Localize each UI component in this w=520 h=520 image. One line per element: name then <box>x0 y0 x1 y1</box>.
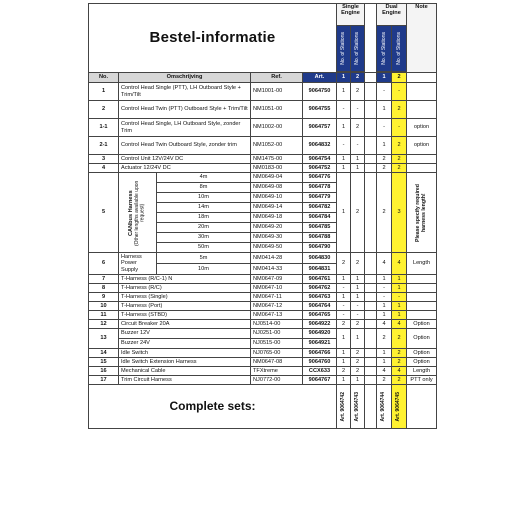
row-ref: NM0647-11 <box>251 293 303 302</box>
row-art: 9064754 <box>303 155 337 164</box>
row-no: 10 <box>89 302 119 311</box>
row-s2: 2 <box>351 83 365 101</box>
row-note <box>407 101 437 119</box>
row-s2: 2 <box>351 320 365 329</box>
col-note <box>407 73 437 83</box>
row-ref: NM1052-00 <box>251 137 303 155</box>
canbus-art: 9064776 <box>303 173 337 183</box>
row-no: 8 <box>89 284 119 293</box>
buzzer-desc: Buzzer 12V <box>119 329 251 339</box>
row-no: 2-1 <box>89 137 119 155</box>
row-desc: T-Harness (STBD) <box>119 311 251 320</box>
row-d1: 4 <box>377 367 392 376</box>
row-no: 17 <box>89 376 119 385</box>
row-d1: 1 <box>377 311 392 320</box>
row-no: 5 <box>89 173 119 253</box>
power-s1: 2 <box>337 253 351 275</box>
power-length: 5m <box>157 253 251 264</box>
table-row <box>89 101 437 119</box>
canbus-note: Please specify required harness length! <box>407 173 437 253</box>
buzzer-art: 9064920 <box>303 329 337 339</box>
row-art: CCX633 <box>303 367 337 376</box>
row-d1: - <box>377 83 392 101</box>
buzzer-row <box>89 329 437 339</box>
row-s2: - <box>351 302 365 311</box>
dual-engine-header: Dual Engine <box>377 4 407 26</box>
row-no: 1-1 <box>89 119 119 137</box>
row-d2: 2 <box>392 349 407 358</box>
col-gap <box>365 73 377 83</box>
row-s1: - <box>337 311 351 320</box>
row-art: 9064755 <box>303 101 337 119</box>
canbus-d2: 3 <box>392 173 407 253</box>
table-row <box>89 137 437 155</box>
row-ref: NM0647-12 <box>251 302 303 311</box>
canbus-art: 9064788 <box>303 233 337 243</box>
row-gap <box>365 119 377 137</box>
buzzer-ref: NJ0251-00 <box>251 329 303 339</box>
canbus-ref: NM0649-50 <box>251 243 303 253</box>
row-s1: - <box>337 101 351 119</box>
power-row <box>89 253 437 264</box>
table-row <box>89 155 437 164</box>
row-desc: Idle Switch Extension Harness <box>119 358 251 367</box>
table-row <box>89 367 437 376</box>
table-row <box>89 119 437 137</box>
row-gap <box>365 173 377 253</box>
canbus-ref: NM0649-08 <box>251 183 303 193</box>
canbus-ref: NM0649-30 <box>251 233 303 243</box>
row-gap <box>365 320 377 329</box>
power-art: 9064830 <box>303 253 337 264</box>
row-d1: 1 <box>377 101 392 119</box>
row-gap <box>365 164 377 173</box>
complete-sets-row <box>89 385 437 429</box>
row-note <box>407 302 437 311</box>
row-no: 2 <box>89 101 119 119</box>
row-d2: 4 <box>392 320 407 329</box>
row-note <box>407 284 437 293</box>
row-note <box>407 293 437 302</box>
row-no: 9 <box>89 293 119 302</box>
row-d2: - <box>392 83 407 101</box>
row-d2: 1 <box>392 284 407 293</box>
row-art: 9064764 <box>303 302 337 311</box>
order-info-sheet <box>88 3 436 513</box>
canbus-d1: 2 <box>377 173 392 253</box>
table-row <box>89 311 437 320</box>
canbus-art: 9064782 <box>303 203 337 213</box>
row-d1: 2 <box>377 164 392 173</box>
buzzer-s1: 1 <box>337 329 351 349</box>
row-gap <box>365 367 377 376</box>
canbus-ref: NM0649-20 <box>251 223 303 233</box>
row-ref: NM0647-08 <box>251 358 303 367</box>
table-row <box>89 320 437 329</box>
canbus-length: 14m <box>157 203 251 213</box>
row-s2: 1 <box>351 284 365 293</box>
row-no: 16 <box>89 367 119 376</box>
row-gap <box>365 253 377 275</box>
row-desc: Control Head Single, LH Outboard Style, zonder Trim <box>119 119 251 137</box>
row-ref: NM0647-10 <box>251 284 303 293</box>
canbus-length: 8m <box>157 183 251 193</box>
row-ref: NM0647-09 <box>251 275 303 284</box>
buzzer-ref: NJ0515-00 <box>251 339 303 349</box>
row-note: Length <box>407 367 437 376</box>
canbus-ref: NM0649-14 <box>251 203 303 213</box>
row-s2: - <box>351 311 365 320</box>
row-ref: NJ0514-00 <box>251 320 303 329</box>
power-ref: NM0414-33 <box>251 264 303 275</box>
row-ref: NJ0772-00 <box>251 376 303 385</box>
power-d2: 4 <box>392 253 407 275</box>
row-desc: Control Head Twin (PTT) Outboard Style + Trim/Tilt <box>119 101 251 119</box>
row-d2: - <box>392 293 407 302</box>
row-s1: 1 <box>337 293 351 302</box>
row-gap <box>365 101 377 119</box>
row-s2: - <box>351 137 365 155</box>
single-engine-header: Single Engine <box>337 4 365 26</box>
row-no: 3 <box>89 155 119 164</box>
row-desc: T-Harness (Single) <box>119 293 251 302</box>
row-gap <box>365 284 377 293</box>
row-ref: NM1001-00 <box>251 83 303 101</box>
power-length: 10m <box>157 264 251 275</box>
col-desc: Omschrijving <box>119 73 251 83</box>
row-s1: 1 <box>337 155 351 164</box>
row-gap <box>365 302 377 311</box>
col-ref: Ref. <box>251 73 303 83</box>
row-s1: 1 <box>337 349 351 358</box>
row-gap <box>365 275 377 284</box>
row-desc: T-Harness (R/C) <box>119 284 251 293</box>
row-s2: 2 <box>351 349 365 358</box>
row-art: 9064767 <box>303 376 337 385</box>
row-s1: 1 <box>337 164 351 173</box>
row-ref: NM0647-13 <box>251 311 303 320</box>
row-note: Option <box>407 320 437 329</box>
complete-set-s1: Art. 9064742 <box>337 385 351 429</box>
power-d1: 4 <box>377 253 392 275</box>
canbus-length: 10m <box>157 193 251 203</box>
row-s2: 1 <box>351 164 365 173</box>
row-art: 9064752 <box>303 164 337 173</box>
row-d1: 1 <box>377 275 392 284</box>
table-row <box>89 284 437 293</box>
row-s2: 1 <box>351 275 365 284</box>
row-d2: 2 <box>392 101 407 119</box>
canbus-length: 20m <box>157 223 251 233</box>
row-s2: 1 <box>351 293 365 302</box>
table-row <box>89 275 437 284</box>
row-desc: Mechanical Cable <box>119 367 251 376</box>
single-stations-2-label: No. of Stations <box>351 26 365 72</box>
row-no: 1 <box>89 83 119 101</box>
note-header: Note <box>407 4 437 73</box>
row-s1: - <box>337 137 351 155</box>
row-s1: 1 <box>337 275 351 284</box>
canbus-length: 18m <box>157 213 251 223</box>
row-gap <box>365 83 377 101</box>
row-note: option <box>407 119 437 137</box>
canbus-art: 9064784 <box>303 213 337 223</box>
row-d2: 2 <box>392 376 407 385</box>
row-art: 9064766 <box>303 349 337 358</box>
row-note <box>407 164 437 173</box>
canbus-label-title: CANbus Harness <box>128 189 135 236</box>
row-s1: 2 <box>337 367 351 376</box>
page-title: Bestel-informatie <box>89 4 337 73</box>
canbus-art: 9064790 <box>303 243 337 253</box>
row-gap <box>365 155 377 164</box>
row-d1: 4 <box>377 320 392 329</box>
complete-set-d2: Art. 9064745 <box>392 385 407 429</box>
row-d2: 1 <box>392 311 407 320</box>
row-no: 11 <box>89 311 119 320</box>
row-d2: 2 <box>392 155 407 164</box>
row-no: 4 <box>89 164 119 173</box>
single-stations-1-label: No. of Stations <box>337 26 351 72</box>
canbus-art: 9064778 <box>303 183 337 193</box>
buzzer-s2: 1 <box>351 329 365 349</box>
row-gap <box>365 358 377 367</box>
canbus-ref: NM0649-18 <box>251 213 303 223</box>
row-desc: Idle Switch <box>119 349 251 358</box>
table-row <box>89 358 437 367</box>
header-spacer <box>365 4 377 73</box>
row-s2: - <box>351 101 365 119</box>
row-ref: NJ0765-00 <box>251 349 303 358</box>
table-row <box>89 293 437 302</box>
row-art: 9064757 <box>303 119 337 137</box>
row-no: 15 <box>89 358 119 367</box>
canbus-art: 9064785 <box>303 223 337 233</box>
row-d2: 1 <box>392 275 407 284</box>
buzzer-note: Option <box>407 329 437 349</box>
canbus-label <box>119 173 157 253</box>
row-art: 9064760 <box>303 358 337 367</box>
row-d1: - <box>377 293 392 302</box>
buzzer-d1: 2 <box>377 329 392 349</box>
row-ref: NM0183-00 <box>251 164 303 173</box>
table-row <box>89 164 437 173</box>
row-gap <box>365 376 377 385</box>
complete-set-d1: Art. 9064744 <box>377 385 392 429</box>
row-ref: TFXtreme <box>251 367 303 376</box>
row-note <box>407 83 437 101</box>
col-s2: 2 <box>351 73 365 83</box>
row-gap <box>365 137 377 155</box>
col-art: Art. <box>303 73 337 83</box>
row-d2: 1 <box>392 302 407 311</box>
row-d1: 1 <box>377 349 392 358</box>
row-desc: T-Harness (Port) <box>119 302 251 311</box>
complete-sets-title: Complete sets: <box>89 385 337 429</box>
row-s1: - <box>337 302 351 311</box>
col-d1: 1 <box>377 73 392 83</box>
row-desc: Control Head Twin Outboard Style, zonder trim <box>119 137 251 155</box>
row-d2: 2 <box>392 137 407 155</box>
row-art: 9064762 <box>303 284 337 293</box>
table-row <box>89 376 437 385</box>
row-ref: NM1002-00 <box>251 119 303 137</box>
row-gap <box>365 329 377 349</box>
row-note <box>407 275 437 284</box>
row-d1: 1 <box>377 302 392 311</box>
col-no: No. <box>89 73 119 83</box>
row-art: 9064761 <box>303 275 337 284</box>
canbus-ref: NM0649-10 <box>251 193 303 203</box>
buzzer-d2: 2 <box>392 329 407 349</box>
col-s1: 1 <box>337 73 351 83</box>
buzzer-desc: Buzzer 24V <box>119 339 251 349</box>
canbus-s1: 1 <box>337 173 351 253</box>
canbus-length: 50m <box>157 243 251 253</box>
row-ref: NM1051-00 <box>251 101 303 119</box>
table-row <box>89 83 437 101</box>
complete-set-s2: Art. 9064743 <box>351 385 365 429</box>
row-s2: 2 <box>351 367 365 376</box>
power-note: Length <box>407 253 437 275</box>
row-s1: 1 <box>337 376 351 385</box>
row-art: 9064832 <box>303 137 337 155</box>
power-s2: 2 <box>351 253 365 275</box>
row-no: 7 <box>89 275 119 284</box>
row-art: 9064763 <box>303 293 337 302</box>
canbus-ref: NM0649-04 <box>251 173 303 183</box>
row-note <box>407 155 437 164</box>
row-s2: 1 <box>351 155 365 164</box>
dual-stations-2-label: No. of Stations <box>392 26 407 72</box>
row-s1: 1 <box>337 358 351 367</box>
canbus-length: 4m <box>157 173 251 183</box>
row-art: 9064922 <box>303 320 337 329</box>
row-no: 6 <box>89 253 119 275</box>
row-desc: Control Unit 12V/24V DC <box>119 155 251 164</box>
row-no: 12 <box>89 320 119 329</box>
canbus-art: 9064779 <box>303 193 337 203</box>
row-desc: Control Head Single (PTT), LH Outboard Style + Trim/Tilt <box>119 83 251 101</box>
row-note: Option <box>407 358 437 367</box>
row-gap <box>365 293 377 302</box>
row-no: 14 <box>89 349 119 358</box>
row-s2: 2 <box>351 358 365 367</box>
col-d2: 2 <box>392 73 407 83</box>
row-note: PTT only <box>407 376 437 385</box>
row-desc: Actuator 12/24V DC <box>119 164 251 173</box>
power-ref: NM0414-28 <box>251 253 303 264</box>
row-s1: - <box>337 284 351 293</box>
complete-note <box>407 385 437 429</box>
row-d1: 2 <box>377 155 392 164</box>
row-d1: - <box>377 284 392 293</box>
row-ref: NM1475-00 <box>251 155 303 164</box>
row-d1: 1 <box>377 137 392 155</box>
dual-stations-1-label: No. of Stations <box>377 26 392 72</box>
table-row <box>89 349 437 358</box>
row-s1: 1 <box>337 119 351 137</box>
canbus-s2: 2 <box>351 173 365 253</box>
row-s2: 2 <box>351 119 365 137</box>
row-gap <box>365 311 377 320</box>
row-note: option <box>407 137 437 155</box>
row-s1: 1 <box>337 83 351 101</box>
row-d1: - <box>377 119 392 137</box>
row-no: 13 <box>89 329 119 349</box>
row-art: 9064765 <box>303 311 337 320</box>
row-d2: - <box>392 119 407 137</box>
row-desc: Trim Circuit Harness <box>119 376 251 385</box>
row-s2: 1 <box>351 376 365 385</box>
row-art: 9064750 <box>303 83 337 101</box>
row-desc: T-Harness (R/C-1) N <box>119 275 251 284</box>
power-label: Harness Power Supply <box>119 253 157 275</box>
row-desc: Circuit Breaker 20A <box>119 320 251 329</box>
row-d2: 4 <box>392 367 407 376</box>
row-gap <box>365 349 377 358</box>
row-d1: 1 <box>377 358 392 367</box>
column-header-row <box>89 73 437 83</box>
row-note <box>407 311 437 320</box>
table-row <box>89 302 437 311</box>
row-s1: 2 <box>337 320 351 329</box>
buzzer-art: 9064921 <box>303 339 337 349</box>
power-art: 9064831 <box>303 264 337 275</box>
row-d1: 2 <box>377 376 392 385</box>
canbus-row <box>89 173 437 183</box>
canbus-length: 30m <box>157 233 251 243</box>
row-note: Option <box>407 349 437 358</box>
row-d2: 2 <box>392 164 407 173</box>
row-gap <box>365 385 377 429</box>
row-d2: 2 <box>392 358 407 367</box>
order-table <box>88 3 437 429</box>
canbus-label-note: (Other lengths available upon request) <box>134 179 146 246</box>
